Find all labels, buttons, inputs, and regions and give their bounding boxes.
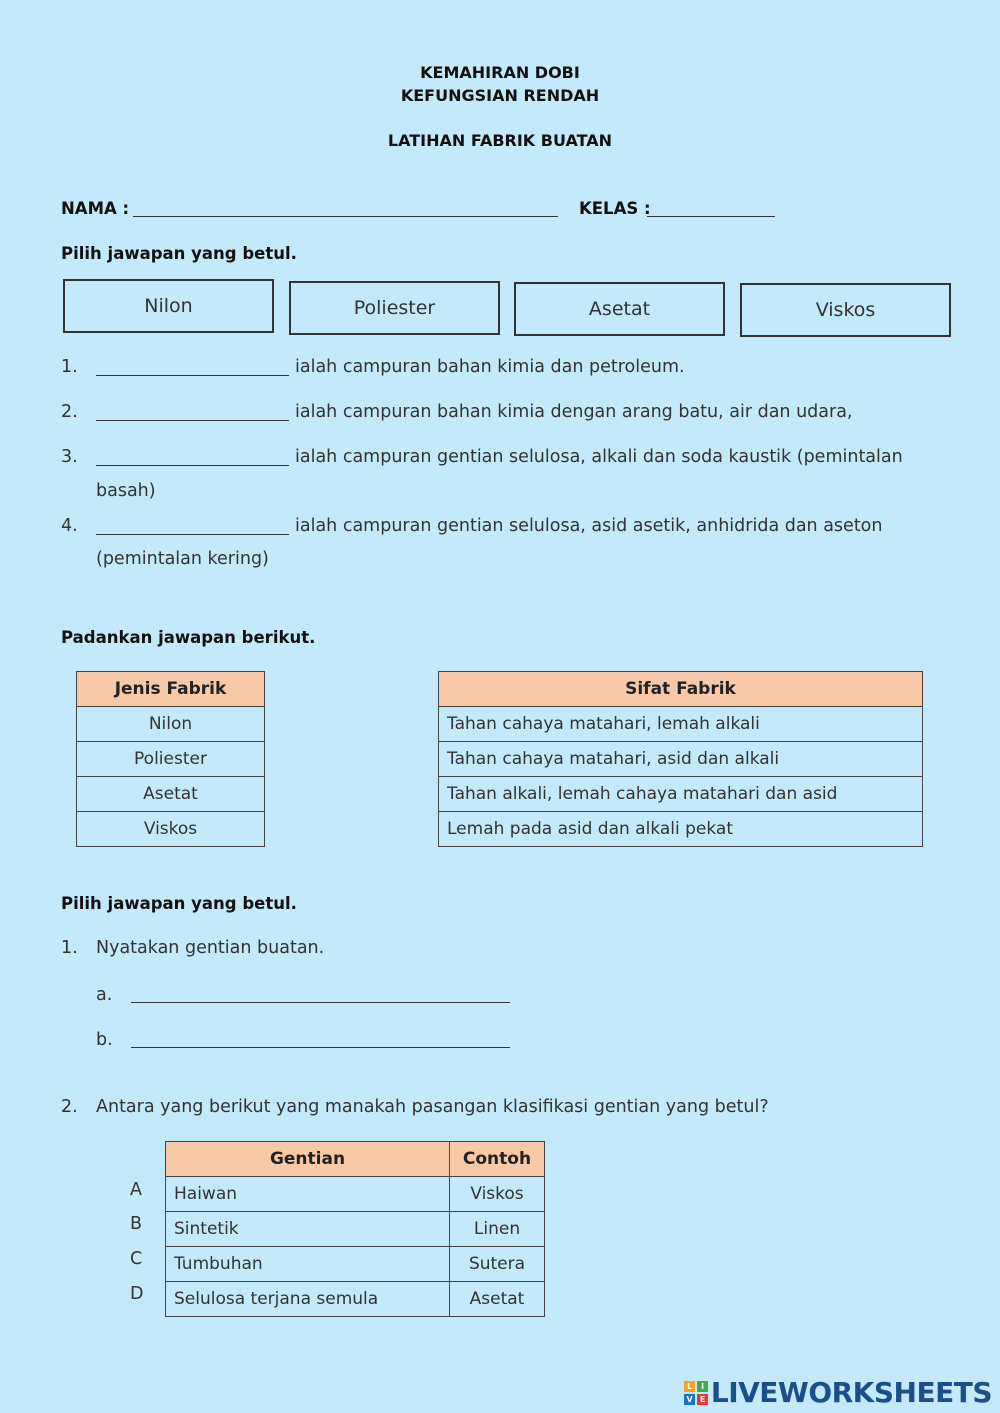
title-line-1: KEMAHIRAN DOBI [420, 63, 580, 82]
gentian-cell: Tumbuhan [166, 1247, 450, 1282]
choice-nilon[interactable]: Nilon [63, 279, 274, 333]
s1-q2-number: 2. [61, 402, 78, 422]
fabric-property-item[interactable]: Tahan cahaya matahari, lemah alkali [439, 707, 923, 742]
contoh-cell: Sutera [450, 1247, 545, 1282]
contoh-header: Contoh [450, 1142, 545, 1177]
table-row[interactable] [166, 1212, 545, 1247]
gentian-cell: Selulosa terjana semula [166, 1282, 450, 1317]
section3-instruction: Pilih jawapan yang betul. [61, 894, 297, 913]
name-field[interactable] [133, 200, 558, 217]
contoh-cell: Viskos [450, 1177, 545, 1212]
choice-poliester[interactable]: Poliester [289, 281, 500, 335]
option-letter-a[interactable]: A [130, 1180, 142, 1200]
s3-q1-a-answer-blank[interactable] [131, 985, 510, 1003]
option-letter-d[interactable]: D [130, 1284, 144, 1304]
name-label: NAMA : [61, 199, 130, 218]
s3-q2-number: 2. [61, 1097, 78, 1117]
s1-q1-number: 1. [61, 357, 78, 377]
s3-q1-a-label: a. [96, 985, 113, 1005]
fabric-type-table [76, 671, 265, 847]
logo-square: V [684, 1394, 695, 1405]
s1-q2-text: ialah campuran bahan kimia dengan arang batu, air dan udara, [295, 402, 853, 422]
choice-viskos[interactable]: Viskos [740, 283, 951, 337]
gentian-cell: Sintetik [166, 1212, 450, 1247]
fabric-type-header: Jenis Fabrik [77, 672, 265, 707]
liveworksheets-logo-icon [684, 1381, 708, 1405]
section2-instruction: Padankan jawapan berikut. [61, 628, 316, 647]
s1-q3-text: ialah campuran gentian selulosa, alkali dan soda kaustik (pemintalan [295, 447, 903, 467]
fabric-type-item[interactable]: Viskos [77, 812, 265, 847]
fabric-property-item[interactable]: Tahan alkali, lemah cahaya matahari dan asid [439, 777, 923, 812]
s3-q1-text: Nyatakan gentian buatan. [96, 938, 325, 958]
class-field[interactable] [647, 200, 775, 217]
gentian-header: Gentian [166, 1142, 450, 1177]
s1-q3-answer-blank[interactable] [96, 448, 289, 466]
logo-square: I [697, 1381, 708, 1392]
s3-q1-b-label: b. [96, 1030, 113, 1050]
option-letter-b[interactable]: B [130, 1214, 143, 1234]
contoh-cell: Linen [450, 1212, 545, 1247]
s1-q1-answer-blank[interactable] [96, 358, 289, 376]
section1-instruction: Pilih jawapan yang betul. [61, 244, 297, 263]
fabric-type-item[interactable]: Nilon [77, 707, 265, 742]
title-line-2: KEFUNGSIAN RENDAH [400, 86, 600, 105]
s1-q1-text: ialah campuran bahan kimia dan petroleum. [295, 357, 685, 377]
class-label: KELAS : [579, 199, 651, 218]
s1-q3-text-continued: basah) [96, 481, 156, 501]
table-row[interactable] [166, 1282, 545, 1317]
table-row[interactable] [166, 1247, 545, 1282]
fabric-property-item[interactable]: Lemah pada asid dan alkali pekat [439, 812, 923, 847]
s3-q1-b-answer-blank[interactable] [131, 1030, 510, 1048]
choice-asetat[interactable]: Asetat [514, 282, 725, 336]
fabric-property-table [438, 671, 923, 847]
gentian-cell: Haiwan [166, 1177, 450, 1212]
table-row[interactable] [166, 1177, 545, 1212]
classification-table [165, 1141, 545, 1317]
worksheet-title: LATIHAN FABRIK BUATAN [387, 131, 613, 150]
s1-q2-answer-blank[interactable] [96, 403, 289, 421]
s1-q4-number: 4. [61, 516, 78, 536]
option-letter-c[interactable]: C [130, 1249, 143, 1269]
logo-square: E [697, 1394, 708, 1405]
fabric-property-item[interactable]: Tahan cahaya matahari, asid dan alkali [439, 742, 923, 777]
s1-q4-answer-blank[interactable] [96, 517, 289, 535]
s3-q2-text: Antara yang berikut yang manakah pasangan klasifikasi gentian yang betul? [96, 1097, 769, 1117]
fabric-type-item[interactable]: Asetat [77, 777, 265, 812]
liveworksheets-logo-text: LIVEWORKSHEETS [710, 1376, 992, 1409]
fabric-type-item[interactable]: Poliester [77, 742, 265, 777]
logo-square: L [684, 1381, 695, 1392]
s1-q4-text-continued: (pemintalan kering) [96, 549, 269, 569]
s1-q4-text: ialah campuran gentian selulosa, asid asetik, anhidrida dan aseton [295, 516, 883, 536]
liveworksheets-logo[interactable] [684, 1376, 992, 1409]
contoh-cell: Asetat [450, 1282, 545, 1317]
s3-q1-number: 1. [61, 938, 78, 958]
fabric-property-header: Sifat Fabrik [439, 672, 923, 707]
s1-q3-number: 3. [61, 447, 78, 467]
